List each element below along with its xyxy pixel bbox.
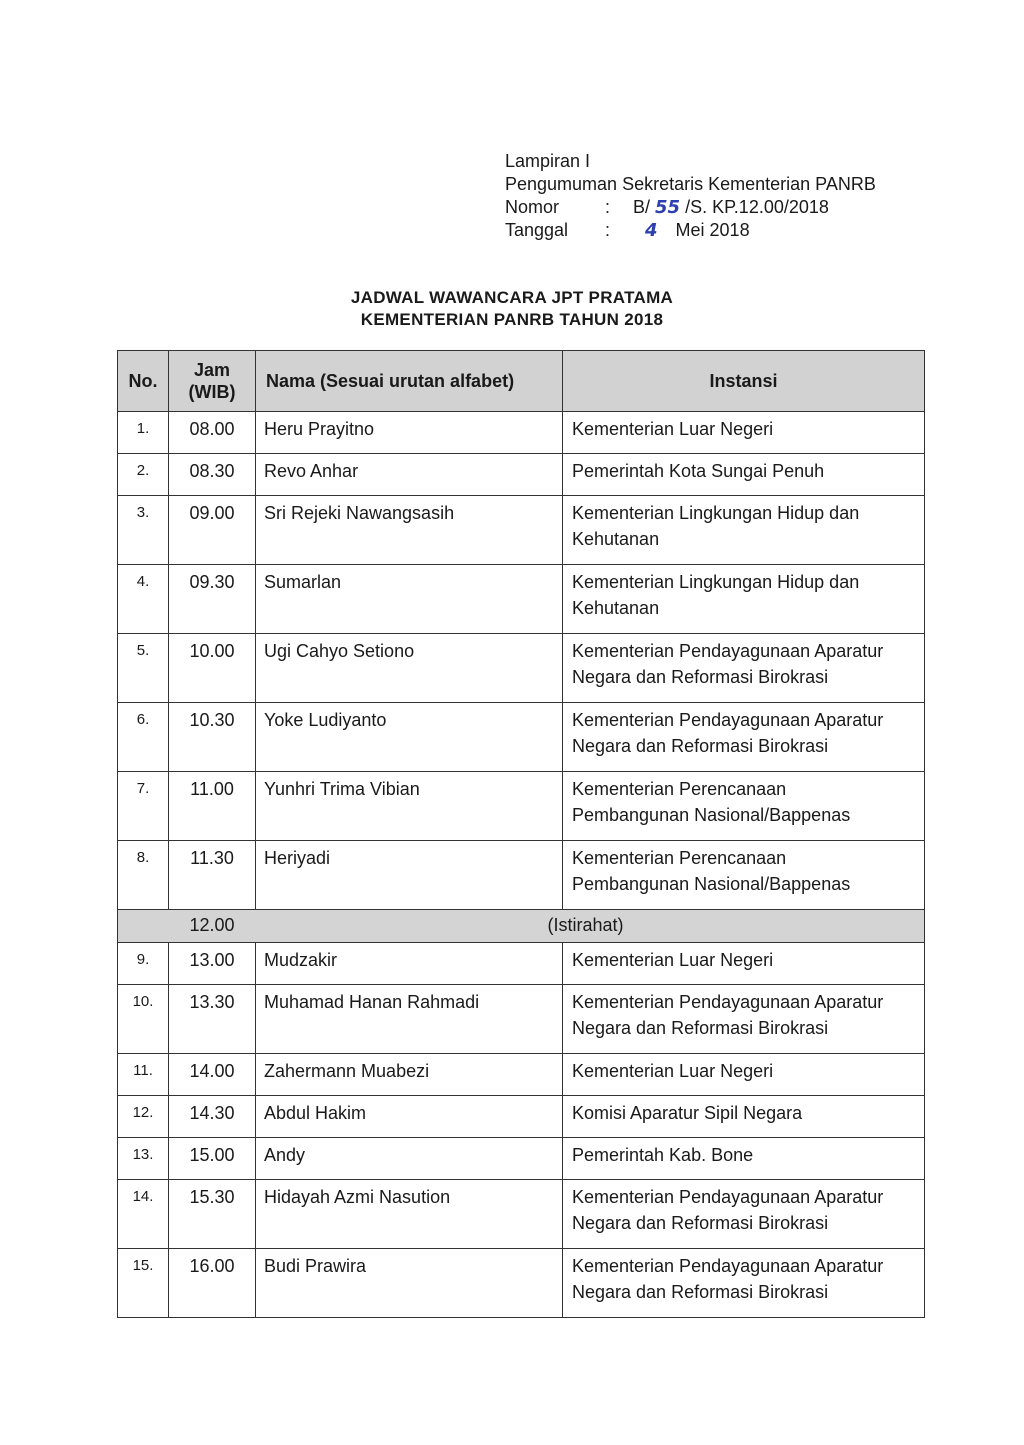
row-instansi-line2: Pembangunan Nasional/Bappenas xyxy=(572,874,851,894)
row-no: 8. xyxy=(118,841,169,910)
table-row xyxy=(118,565,925,634)
row-no: 1. xyxy=(118,412,169,454)
row-nama: Muhamad Hanan Rahmadi xyxy=(256,985,563,1054)
page-title xyxy=(0,287,1024,331)
row-instansi-line1: Komisi Aparatur Sipil Negara xyxy=(572,1103,803,1123)
row-nama: Sri Rejeki Nawangsasih xyxy=(256,496,563,565)
row-instansi xyxy=(563,943,925,985)
row-jam: 15.00 xyxy=(169,1138,256,1180)
row-no: 12. xyxy=(118,1096,169,1138)
row-instansi-line1: Kementerian Pendayagunaan Aparatur xyxy=(572,992,884,1012)
row-no: 11. xyxy=(118,1054,169,1096)
row-jam: 14.00 xyxy=(169,1054,256,1096)
row-jam: 11.00 xyxy=(169,772,256,841)
tanggal-handwritten: 4 xyxy=(645,220,658,241)
row-instansi-line1: Kementerian Pendayagunaan Aparatur xyxy=(572,1256,884,1276)
table-row xyxy=(118,496,925,565)
row-instansi xyxy=(563,412,925,454)
row-jam: 09.00 xyxy=(169,496,256,565)
row-jam: 16.00 xyxy=(169,1249,256,1318)
row-instansi-line1: Pemerintah Kota Sungai Penuh xyxy=(572,461,825,481)
nomor-suffix: /S. KP.12.00/2018 xyxy=(685,197,829,217)
row-jam: 11.30 xyxy=(169,841,256,910)
row-instansi-line1: Kementerian Lingkungan Hidup dan xyxy=(572,503,860,523)
header-jam-line2: (WIB) xyxy=(188,382,236,402)
lampiran-block xyxy=(505,150,876,242)
row-jam: 13.30 xyxy=(169,985,256,1054)
header-nama: Nama (Sesuai urutan alfabet) xyxy=(256,351,563,412)
row-instansi xyxy=(563,1096,925,1138)
tanggal-suffix: Mei 2018 xyxy=(675,220,750,240)
row-nama: Heriyadi xyxy=(256,841,563,910)
table-row xyxy=(118,943,925,985)
row-jam: 14.30 xyxy=(169,1096,256,1138)
row-nama: Heru Prayitno xyxy=(256,412,563,454)
row-instansi-line1: Kementerian Perencanaan xyxy=(572,848,787,868)
row-instansi-line1: Kementerian Luar Negeri xyxy=(572,950,774,970)
header-instansi: Instansi xyxy=(563,351,925,412)
row-nama: Budi Prawira xyxy=(256,1249,563,1318)
row-instansi-line1: Kementerian Pendayagunaan Aparatur xyxy=(572,1187,884,1207)
header-no: No. xyxy=(118,351,169,412)
break-no-cell xyxy=(118,910,169,943)
table-row xyxy=(118,985,925,1054)
row-jam: 08.00 xyxy=(169,412,256,454)
row-instansi xyxy=(563,841,925,910)
row-instansi xyxy=(563,985,925,1054)
lampiran-heading: Lampiran I xyxy=(505,151,591,171)
row-instansi-line2: Kehutanan xyxy=(572,598,660,618)
table-row xyxy=(118,841,925,910)
row-no: 10. xyxy=(118,985,169,1054)
row-instansi-line1: Pemerintah Kab. Bone xyxy=(572,1145,754,1165)
header-jam xyxy=(169,351,256,412)
nomor-label: Nomor xyxy=(505,197,560,217)
row-instansi-line1: Kementerian Luar Negeri xyxy=(572,1061,774,1081)
tanggal-colon: : xyxy=(605,220,611,240)
row-nama: Zahermann Muabezi xyxy=(256,1054,563,1096)
row-instansi-line2: Negara dan Reformasi Birokrasi xyxy=(572,1018,829,1038)
row-instansi xyxy=(563,565,925,634)
row-nama: Hidayah Azmi Nasution xyxy=(256,1180,563,1249)
table-row xyxy=(118,1249,925,1318)
row-no: 3. xyxy=(118,496,169,565)
row-instansi xyxy=(563,772,925,841)
row-nama: Yunhri Trima Vibian xyxy=(256,772,563,841)
row-instansi-line2: Negara dan Reformasi Birokrasi xyxy=(572,1213,829,1233)
row-no: 9. xyxy=(118,943,169,985)
row-nama: Abdul Hakim xyxy=(256,1096,563,1138)
row-jam: 08.30 xyxy=(169,454,256,496)
tanggal-label: Tanggal xyxy=(505,220,569,240)
row-instansi xyxy=(563,1249,925,1318)
nomor-colon: : xyxy=(605,197,611,217)
row-instansi xyxy=(563,703,925,772)
row-instansi-line2: Negara dan Reformasi Birokrasi xyxy=(572,736,829,756)
table-header-row xyxy=(118,351,925,412)
break-row xyxy=(118,910,925,943)
row-jam: 15.30 xyxy=(169,1180,256,1249)
row-no: 15. xyxy=(118,1249,169,1318)
row-instansi xyxy=(563,454,925,496)
row-instansi-line1: Kementerian Lingkungan Hidup dan xyxy=(572,572,860,592)
row-instansi-line1: Kementerian Pendayagunaan Aparatur xyxy=(572,641,884,661)
table-row xyxy=(118,634,925,703)
row-instansi xyxy=(563,496,925,565)
tanggal-row xyxy=(505,219,876,242)
break-label: (Istirahat) xyxy=(256,910,925,943)
nomor-handwritten: 55 xyxy=(655,197,681,218)
row-instansi xyxy=(563,634,925,703)
table-row xyxy=(118,1180,925,1249)
row-jam: 09.30 xyxy=(169,565,256,634)
row-no: 4. xyxy=(118,565,169,634)
row-instansi-line2: Negara dan Reformasi Birokrasi xyxy=(572,667,829,687)
row-jam: 13.00 xyxy=(169,943,256,985)
header-jam-line1: Jam xyxy=(193,360,231,380)
row-nama: Yoke Ludiyanto xyxy=(256,703,563,772)
row-instansi xyxy=(563,1138,925,1180)
nomor-row xyxy=(505,196,876,219)
row-nama: Revo Anhar xyxy=(256,454,563,496)
row-nama: Ugi Cahyo Setiono xyxy=(256,634,563,703)
row-instansi xyxy=(563,1180,925,1249)
row-instansi-line1: Kementerian Pendayagunaan Aparatur xyxy=(572,710,884,730)
row-instansi-line1: Kementerian Luar Negeri xyxy=(572,419,774,439)
row-nama: Mudzakir xyxy=(256,943,563,985)
schedule-table xyxy=(117,350,925,1318)
table-row xyxy=(118,1138,925,1180)
row-no: 5. xyxy=(118,634,169,703)
row-instansi-line2: Kehutanan xyxy=(572,529,660,549)
row-no: 2. xyxy=(118,454,169,496)
row-instansi-line2: Pembangunan Nasional/Bappenas xyxy=(572,805,851,825)
row-jam: 10.00 xyxy=(169,634,256,703)
title-line-2: KEMENTERIAN PANRB TAHUN 2018 xyxy=(360,310,664,329)
row-instansi-line2: Negara dan Reformasi Birokrasi xyxy=(572,1282,829,1302)
table-row xyxy=(118,772,925,841)
table-row xyxy=(118,1096,925,1138)
table-row xyxy=(118,703,925,772)
row-no: 7. xyxy=(118,772,169,841)
table-row xyxy=(118,454,925,496)
table-row xyxy=(118,1054,925,1096)
row-nama: Sumarlan xyxy=(256,565,563,634)
row-instansi-line1: Kementerian Perencanaan xyxy=(572,779,787,799)
title-line-1: JADWAL WAWANCARA JPT PRATAMA xyxy=(350,288,674,307)
row-no: 13. xyxy=(118,1138,169,1180)
row-instansi xyxy=(563,1054,925,1096)
lampiran-subtitle: Pengumuman Sekretaris Kementerian PANRB xyxy=(505,174,876,194)
nomor-prefix: B/ xyxy=(633,197,651,217)
break-jam: 12.00 xyxy=(169,910,256,943)
row-nama: Andy xyxy=(256,1138,563,1180)
row-jam: 10.30 xyxy=(169,703,256,772)
table-row xyxy=(118,412,925,454)
row-no: 14. xyxy=(118,1180,169,1249)
row-no: 6. xyxy=(118,703,169,772)
